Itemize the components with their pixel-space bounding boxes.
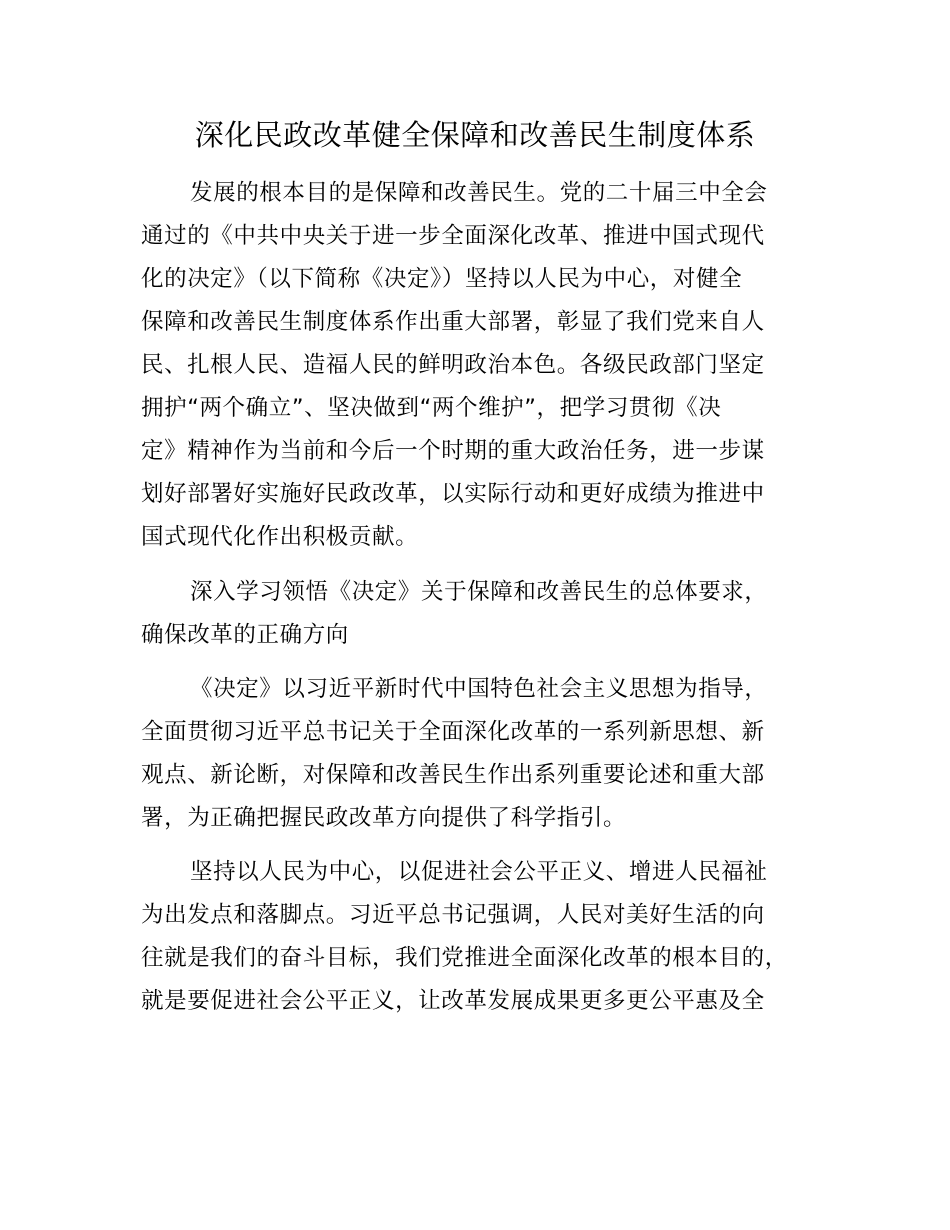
text-line: 为出发点和落脚点。习近平总书记强调，人民对美好生活的向 bbox=[141, 902, 765, 928]
heading-line: 确保改革的正确方向 bbox=[141, 622, 349, 648]
text-line: 署，为正确把握民政改革方向提供了科学指引。 bbox=[141, 805, 627, 831]
text-line: 定》精神作为当前和今后一个时期的重大政治任务，进一步谋 bbox=[141, 438, 765, 464]
text-line: 全面贯彻习近平总书记关于全面深化改革的一系列新思想、新 bbox=[141, 719, 765, 745]
text-line: 坚持以人民为中心，以促进社会公平正义、增进人民福祉 bbox=[190, 859, 768, 885]
text-line: 通过的《中共中央关于进一步全面深化改革、推进中国式现代 bbox=[141, 223, 765, 249]
heading-line: 深入学习领悟《决定》关于保障和改善民生的总体要求， bbox=[190, 579, 768, 605]
text-line: 就是要促进社会公平正义，让改革发展成果更多更公平惠及全 bbox=[141, 988, 765, 1014]
text-line: 发展的根本目的是保障和改善民生。党的二十届三中全会 bbox=[190, 180, 768, 206]
document-title: 深化民政改革健全保障和改善民生制度体系 bbox=[194, 118, 756, 152]
text-line: 保障和改善民生制度体系作出重大部署，彰显了我们党来自人 bbox=[141, 309, 765, 335]
text-line: 划好部署好实施好民政改革，以实际行动和更好成绩为推进中 bbox=[141, 481, 765, 507]
text-line: 国式现代化作出积极贡献。 bbox=[141, 524, 419, 550]
text-line: 观点、新论断，对保障和改善民生作出系列重要论述和重大部 bbox=[141, 762, 765, 788]
text-line: 《决定》以习近平新时代中国特色社会主义思想为指导， bbox=[190, 676, 768, 702]
text-line: 化的决定》（以下简称《决定》）坚持以人民为中心，对健全 bbox=[141, 266, 743, 292]
text-line: 往就是我们的奋斗目标，我们党推进全面深化改革的根本目的， bbox=[141, 945, 788, 971]
text-line: 民、扎根人民、造福人民的鲜明政治本色。各级民政部门坚定 bbox=[141, 352, 765, 378]
text-line: 拥护“两个确立”、坚决做到“两个维护”，把学习贯彻《决 bbox=[141, 395, 722, 421]
